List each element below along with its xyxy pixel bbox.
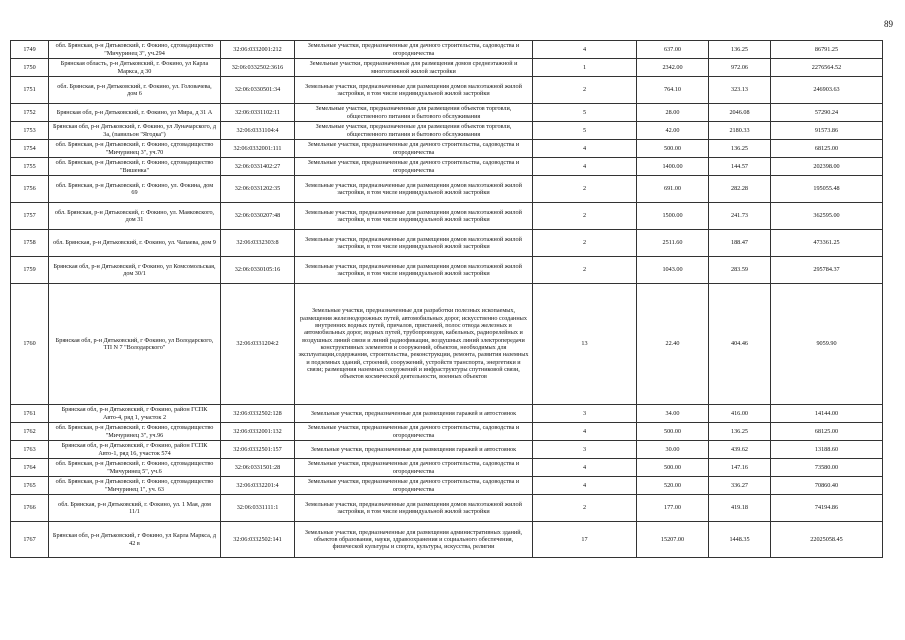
purpose-cell: Земельные участки, предназначенные для размещения домов малоэтажной жилой застройки, в том числе индивидуальной жилой застройки bbox=[295, 203, 533, 230]
purpose-cell: Земельные участки, предназначенные для размещения домов среднеэтажной и многоэтажной жилой застройки bbox=[295, 59, 533, 77]
row-number: 1758 bbox=[11, 230, 49, 257]
address-cell: обл. Брянская, р-н Дятьковский, г. Фокино, ул. Маяковского, дом 31 bbox=[49, 203, 221, 230]
rate-cell: 416.00 bbox=[709, 405, 771, 423]
value-cell: 57290.24 bbox=[771, 104, 883, 122]
area-cell: 1043.00 bbox=[637, 257, 709, 284]
value-cell: 14144.00 bbox=[771, 405, 883, 423]
rate-cell: 144.57 bbox=[709, 158, 771, 176]
value-cell: 86791.25 bbox=[771, 41, 883, 59]
area-cell: 764.10 bbox=[637, 77, 709, 104]
area-cell: 520.00 bbox=[637, 477, 709, 495]
row-number: 1756 bbox=[11, 176, 49, 203]
address-cell: обл. Брянская, р-н Дятьковский, г. Фокино, сдтовадищество "Мичуринец 3", уч.96 bbox=[49, 423, 221, 441]
group-cell: 5 bbox=[533, 104, 637, 122]
row-number: 1752 bbox=[11, 104, 49, 122]
area-cell: 15207.00 bbox=[637, 522, 709, 558]
area-cell: 691.00 bbox=[637, 176, 709, 203]
cadastral-number-cell: 32:06:0332502:128 bbox=[221, 405, 295, 423]
group-cell: 17 bbox=[533, 522, 637, 558]
row-number: 1760 bbox=[11, 284, 49, 405]
address-cell: Брянская обл, р-н Дятьковский, г Фокино, район ГСПК Авто-1, ряд 16, участок 574 bbox=[49, 441, 221, 459]
group-cell: 4 bbox=[533, 477, 637, 495]
group-cell: 1 bbox=[533, 59, 637, 77]
address-cell: обл. Брянская, р-н Дятьковский, г. Фокино, ул. Чапаева, дом 9 bbox=[49, 230, 221, 257]
group-cell: 3 bbox=[533, 405, 637, 423]
purpose-cell: Земельные участки, предназначенные для размещения административных зданий, объектов образования, науки, здравоохранения и социального обеспечения, физической культуры и спорта, культуры, искусства, религии bbox=[295, 522, 533, 558]
purpose-cell: Земельные участки, предназначенные для дачного строительства, садоводства и огородничества bbox=[295, 423, 533, 441]
rate-cell: 972.06 bbox=[709, 59, 771, 77]
purpose-cell: Земельные участки, предназначенные для размещения объектов торговли, общественного питания и бытового обслуживания bbox=[295, 122, 533, 140]
area-cell: 500.00 bbox=[637, 459, 709, 477]
row-number: 1753 bbox=[11, 122, 49, 140]
address-cell: Брянская обл, р-н Дятьковский, г. Фокино, ул Луначарского, д 3а, (павильон "Ягодка") bbox=[49, 122, 221, 140]
rate-cell: 241.73 bbox=[709, 203, 771, 230]
address-cell: Брянская обл, р-н Дятьковский, г Фокино, район ГСПК Авто-4, ряд 1, участок 2 bbox=[49, 405, 221, 423]
address-cell: обл. Брянская, р-н Дятьковский, г. Фокино, сдтовадищество "Мичуринец 5", уч.6 bbox=[49, 459, 221, 477]
table-row bbox=[11, 522, 883, 558]
cadastral-number-cell: 32:06:0330207:48 bbox=[221, 203, 295, 230]
purpose-cell: Земельные участки, предназначенные для размещения домов малоэтажной жилой застройки, в том числе индивидуальной жилой застройки bbox=[295, 257, 533, 284]
row-number: 1763 bbox=[11, 441, 49, 459]
area-cell: 30.00 bbox=[637, 441, 709, 459]
purpose-cell: Земельные участки, предназначенные для дачного строительства, садоводства и огородничества bbox=[295, 41, 533, 59]
value-cell: 68125.00 bbox=[771, 140, 883, 158]
group-cell: 2 bbox=[533, 257, 637, 284]
value-cell: 9059.90 bbox=[771, 284, 883, 405]
rate-cell: 323.13 bbox=[709, 77, 771, 104]
row-number: 1757 bbox=[11, 203, 49, 230]
table-row bbox=[11, 477, 883, 495]
purpose-cell: Земельные участки, предназначенные для размещения гаражей и автостоянок bbox=[295, 441, 533, 459]
area-cell: 1400.00 bbox=[637, 158, 709, 176]
cadastral-number-cell: 32:06:0332502:3616 bbox=[221, 59, 295, 77]
table-row bbox=[11, 459, 883, 477]
rate-cell: 419.18 bbox=[709, 495, 771, 522]
address-cell: Брянская обл, р-н Дятьковский, г Фокино, ул Карла Маркса, д 42 в bbox=[49, 522, 221, 558]
rate-cell: 283.59 bbox=[709, 257, 771, 284]
area-cell: 34.00 bbox=[637, 405, 709, 423]
table-row bbox=[11, 230, 883, 257]
purpose-cell: Земельные участки, предназначенные для разработки полезных ископаемых, размещения железнодорожных путей, автомобильных дорог, искусственно созданных внутренних водных путей, причалов, пристаней, полос отвода железных и автомобильных дорог, водных путей, трубопроводов, кабельных, радиорелейных и воздушных линий связи и линий радиофикации, воздушных линий электропередачи конструктивных элементов и сооружений, объектов, необходимых для эксплуатации,содержания, строительства, реконструкции, ремонта, развития наземных и подземных зданий, строений, сооружений, устройств транспорта, энергетики и связи; размещения наземных сооружений и инфраструктуры спутниковой связи, объектов космической деятельности, военных объектов bbox=[295, 284, 533, 405]
row-number: 1767 bbox=[11, 522, 49, 558]
table-row bbox=[11, 441, 883, 459]
group-cell: 2 bbox=[533, 203, 637, 230]
purpose-cell: Земельные участки, предназначенные для дачного строительства, садоводства и огородничества bbox=[295, 140, 533, 158]
row-number: 1755 bbox=[11, 158, 49, 176]
rate-cell: 336.27 bbox=[709, 477, 771, 495]
purpose-cell: Земельные участки, предназначенные для размещения домов малоэтажной жилой застройки, в том числе индивидуальной жилой застройки bbox=[295, 176, 533, 203]
area-cell: 28.00 bbox=[637, 104, 709, 122]
area-cell: 500.00 bbox=[637, 423, 709, 441]
value-cell: 13188.60 bbox=[771, 441, 883, 459]
rate-cell: 2180.33 bbox=[709, 122, 771, 140]
rate-cell: 439.62 bbox=[709, 441, 771, 459]
purpose-cell: Земельные участки, предназначенные для размещения домов малоэтажной жилой застройки, в том числе индивидуальной жилой застройки bbox=[295, 230, 533, 257]
address-cell: обл. Брянская, р-н Дятьковский, г. Фокино, сдтовадищество "Вишенка" bbox=[49, 158, 221, 176]
cadastral-number-cell: 32:06:0331202:35 bbox=[221, 176, 295, 203]
group-cell: 2 bbox=[533, 77, 637, 104]
value-cell: 246903.63 bbox=[771, 77, 883, 104]
table-row bbox=[11, 41, 883, 59]
area-cell: 1500.00 bbox=[637, 203, 709, 230]
area-cell: 637.00 bbox=[637, 41, 709, 59]
group-cell: 4 bbox=[533, 41, 637, 59]
table-row bbox=[11, 59, 883, 77]
row-number: 1765 bbox=[11, 477, 49, 495]
table-row bbox=[11, 77, 883, 104]
row-number: 1761 bbox=[11, 405, 49, 423]
rate-cell: 1448.35 bbox=[709, 522, 771, 558]
address-cell: обл. Брянская, р-н Дятьковский, г. Фокино, ул. Фокина, дом 69 bbox=[49, 176, 221, 203]
purpose-cell: Земельные участки, предназначенные для размещения домов малоэтажной жилой застройки, в том числе индивидуальной жилой застройки bbox=[295, 77, 533, 104]
cadastral-number-cell: 32:06:0332303:8 bbox=[221, 230, 295, 257]
rate-cell: 136.25 bbox=[709, 140, 771, 158]
cadastral-number-cell: 32:06:0331204:2 bbox=[221, 284, 295, 405]
rate-cell: 188.47 bbox=[709, 230, 771, 257]
table-row bbox=[11, 405, 883, 423]
address-cell: обл. Брянская, р-н Дятьковский, г. Фокино, сдтовадищество "Мичуринец 3", уч.294 bbox=[49, 41, 221, 59]
cadastral-number-cell: 32:06:0331501:28 bbox=[221, 459, 295, 477]
purpose-cell: Земельные участки, предназначенные для размещения объектов торговли, общественного питания и бытового обслуживания bbox=[295, 104, 533, 122]
table-row bbox=[11, 257, 883, 284]
value-cell: 473361.25 bbox=[771, 230, 883, 257]
row-number: 1751 bbox=[11, 77, 49, 104]
purpose-cell: Земельные участки, предназначенные для размещения домов малоэтажной жилой застройки, в том числе индивидуальной жилой застройки bbox=[295, 495, 533, 522]
value-cell: 202398.00 bbox=[771, 158, 883, 176]
group-cell: 13 bbox=[533, 284, 637, 405]
area-cell: 2511.60 bbox=[637, 230, 709, 257]
area-cell: 2342.00 bbox=[637, 59, 709, 77]
table-row bbox=[11, 140, 883, 158]
group-cell: 3 bbox=[533, 441, 637, 459]
table-body bbox=[11, 41, 883, 558]
cadastral-number-cell: 32:06:0332001:212 bbox=[221, 41, 295, 59]
table-row bbox=[11, 122, 883, 140]
value-cell: 91573.86 bbox=[771, 122, 883, 140]
page-number: 89 bbox=[884, 19, 893, 29]
group-cell: 2 bbox=[533, 230, 637, 257]
value-cell: 195055.48 bbox=[771, 176, 883, 203]
value-cell: 362595.00 bbox=[771, 203, 883, 230]
purpose-cell: Земельные участки, предназначенные для дачного строительства, садоводства и огородничества bbox=[295, 459, 533, 477]
table-row bbox=[11, 423, 883, 441]
cadastral-number-cell: 32:06:0332501:157 bbox=[221, 441, 295, 459]
row-number: 1750 bbox=[11, 59, 49, 77]
area-cell: 42.00 bbox=[637, 122, 709, 140]
table-row bbox=[11, 176, 883, 203]
address-cell: Брянская область, р-н Дятьковский, г. Фокино, ул Карла Маркса, д 30 bbox=[49, 59, 221, 77]
value-cell: 68125.00 bbox=[771, 423, 883, 441]
address-cell: обл. Брянская, р-н Дятьковский, г. Фокино, сдтовадищество "Мичуринец 1", уч. 63 bbox=[49, 477, 221, 495]
purpose-cell: Земельные участки, предназначенные для дачного строительства, садоводства и огородничества bbox=[295, 158, 533, 176]
cadastral-number-cell: 32:06:0331111:1 bbox=[221, 495, 295, 522]
cadastral-number-cell: 32:06:0330105:16 bbox=[221, 257, 295, 284]
address-cell: Брянская обл, р-н Дятьковский, г. Фокино, ул Мира, д 31 А bbox=[49, 104, 221, 122]
purpose-cell: Земельные участки, предназначенные для размещения гаражей и автостоянок bbox=[295, 405, 533, 423]
value-cell: 73580.00 bbox=[771, 459, 883, 477]
cadastral-number-cell: 32:06:0330501:34 bbox=[221, 77, 295, 104]
row-number: 1762 bbox=[11, 423, 49, 441]
group-cell: 4 bbox=[533, 158, 637, 176]
area-cell: 500.00 bbox=[637, 140, 709, 158]
value-cell: 70860.40 bbox=[771, 477, 883, 495]
area-cell: 22.40 bbox=[637, 284, 709, 405]
group-cell: 4 bbox=[533, 459, 637, 477]
cadastral-number-cell: 32:06:0332201:4 bbox=[221, 477, 295, 495]
address-cell: Брянская обл, р-н Дятьковский, г Фокино, ул Комсомольская, дом 30/1 bbox=[49, 257, 221, 284]
address-cell: обл. Брянская, р-н Дятьковский, г. Фокино, сдтовадищество "Мичуринец 3", уч.70 bbox=[49, 140, 221, 158]
table-row bbox=[11, 158, 883, 176]
table-row bbox=[11, 104, 883, 122]
address-cell: Брянская обл, р-н Дятьковский, г Фокино, ул Володарского, ТП N 7 "Володарского" bbox=[49, 284, 221, 405]
group-cell: 4 bbox=[533, 423, 637, 441]
value-cell: 2276564.52 bbox=[771, 59, 883, 77]
row-number: 1759 bbox=[11, 257, 49, 284]
table-row bbox=[11, 495, 883, 522]
address-cell: обл. Брянская, р-н Дятьковский, г. Фокино, ул. 1 Мая, дом 11/1 bbox=[49, 495, 221, 522]
value-cell: 22025058.45 bbox=[771, 522, 883, 558]
value-cell: 295784.37 bbox=[771, 257, 883, 284]
rate-cell: 282.28 bbox=[709, 176, 771, 203]
cadastral-number-cell: 32:06:0332001:111 bbox=[221, 140, 295, 158]
table-row bbox=[11, 284, 883, 405]
rate-cell: 2046.08 bbox=[709, 104, 771, 122]
cadastral-number-cell: 32:06:0332001:132 bbox=[221, 423, 295, 441]
group-cell: 5 bbox=[533, 122, 637, 140]
row-number: 1764 bbox=[11, 459, 49, 477]
rate-cell: 136.25 bbox=[709, 41, 771, 59]
purpose-cell: Земельные участки, предназначенные для дачного строительства, садоводства и огородничества bbox=[295, 477, 533, 495]
address-cell: обл. Брянская, р-н Дятьковский, г. Фокино, ул. Головачева, дом 6 bbox=[49, 77, 221, 104]
area-cell: 177.00 bbox=[637, 495, 709, 522]
rate-cell: 147.16 bbox=[709, 459, 771, 477]
table-row bbox=[11, 203, 883, 230]
group-cell: 2 bbox=[533, 495, 637, 522]
group-cell: 4 bbox=[533, 140, 637, 158]
cadastral-number-cell: 32:06:0332502:141 bbox=[221, 522, 295, 558]
value-cell: 74194.86 bbox=[771, 495, 883, 522]
cadastral-number-cell: 32:06:0331402:27 bbox=[221, 158, 295, 176]
cadastral-number-cell: 32:06:0331104:4 bbox=[221, 122, 295, 140]
row-number: 1766 bbox=[11, 495, 49, 522]
row-number: 1754 bbox=[11, 140, 49, 158]
rate-cell: 404.46 bbox=[709, 284, 771, 405]
row-number: 1749 bbox=[11, 41, 49, 59]
rate-cell: 136.25 bbox=[709, 423, 771, 441]
cadastral-value-table bbox=[10, 40, 883, 558]
group-cell: 2 bbox=[533, 176, 637, 203]
cadastral-number-cell: 32:06:0331102:11 bbox=[221, 104, 295, 122]
